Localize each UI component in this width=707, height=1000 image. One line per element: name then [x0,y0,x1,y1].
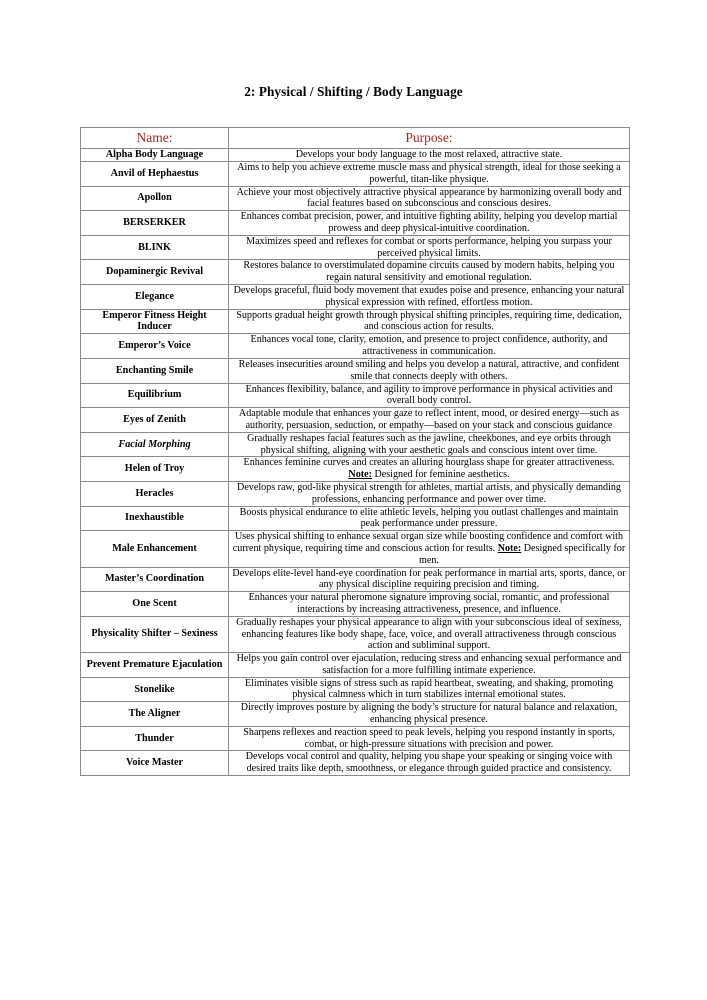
module-name-cell: Stonelike [81,677,229,702]
module-purpose-cell: Gradually reshapes your physical appearance to align with your subconscious ideal of sexiness, enhancing features like body shape, face, voice, and overall attractiveness through conscious action and subliminal support. [229,616,630,652]
table-row [81,186,630,211]
module-name-cell: Dopaminergic Revival [81,260,229,285]
module-name-cell: One Scent [81,592,229,617]
module-purpose-cell: Achieve your most objectively attractive physical appearance by harmonizing overall body and facial features based on subconscious and conscious desires. [229,186,630,211]
module-name-cell: Physicality Shifter – Sexiness [81,616,229,652]
table-row [81,149,630,162]
module-name-cell: Apollon [81,186,229,211]
module-purpose-cell [229,457,630,482]
table-row [81,235,630,260]
module-purpose-cell: Develops graceful, fluid body movement that exudes poise and presence, enhancing your natural physical expression with refined, effortless motion. [229,284,630,309]
module-name-cell: Male Enhancement [81,531,229,567]
table-row [81,284,630,309]
module-name-cell: BERSERKER [81,211,229,236]
column-header-purpose: Purpose: [229,128,630,149]
table-header-row [81,128,630,149]
table-row [81,383,630,408]
module-purpose-cell [229,531,630,567]
purpose-text: Uses physical shifting to enhance sexual organ size while boosting confidence and comfort with current physique, requiring time and conscious action for results. [232,531,624,554]
module-purpose-cell: Helps you gain control over ejaculation, reducing stress and enhancing sexual performance and satisfaction for a more fulfilling intimate experience. [229,653,630,678]
module-name-cell: Inexhaustible [81,506,229,531]
table-row [81,432,630,457]
module-purpose-cell: Gradually reshapes facial features such as the jawline, cheekbones, and eye orbits through physical shifting, aligning with your aesthetic goals and conscious intent over time. [229,432,630,457]
module-name-cell: Thunder [81,726,229,751]
module-name-cell: Facial Morphing [81,432,229,457]
module-name-cell: Anvil of Hephaestus [81,161,229,186]
table-row [81,358,630,383]
module-name-cell: Equilibrium [81,383,229,408]
module-name-cell: Helen of Troy [81,457,229,482]
table-row [81,309,630,334]
module-purpose-cell: Adaptable module that enhances your gaze to reflect intent, mood, or desired energy—such as authority, persuasion, seduction, or empathy—based on your stack and conscious guidance [229,408,630,433]
module-purpose-cell: Enhances combat precision, power, and intuitive fighting ability, helping you develop martial prowess and deep physical-intuitive coordination. [229,211,630,236]
module-purpose-cell: Develops vocal control and quality, helping you shape your speaking or singing voice with desired traits like depth, smoothness, or elegance through guided practice and consistency. [229,751,630,776]
module-name-cell: Prevent Premature Ejaculation [81,653,229,678]
module-purpose-cell: Supports gradual height growth through physical shifting principles, requiring time, dedication, and conscious action for results. [229,309,630,334]
table-row [81,408,630,433]
table-row [81,506,630,531]
module-purpose-cell: Directly improves posture by aligning the body’s structure for natural balance and relaxation, enhancing physical presence. [229,702,630,727]
module-purpose-cell: Enhances your natural pheromone signature improving social, romantic, and professional interactions by increasing attractiveness, presence, and influence. [229,592,630,617]
table-row [81,481,630,506]
table-row [81,677,630,702]
module-purpose-cell: Develops your body language to the most relaxed, attractive state. [229,149,630,162]
module-purpose-cell: Develops elite-level hand-eye coordination for peak performance in martial arts, sports, dance, or any physical discipline requiring precision and timing. [229,567,630,592]
table-row [81,592,630,617]
note-text: Designed for feminine aesthetics. [371,469,510,481]
module-name-cell: The Aligner [81,702,229,727]
table-row [81,616,630,652]
module-name-cell: Elegance [81,284,229,309]
table-row [81,334,630,359]
table-row [81,531,630,567]
module-purpose-cell: Maximizes speed and reflexes for combat or sports performance, helping you surpass your perceived physical limits. [229,235,630,260]
module-name-cell: Enchanting Smile [81,358,229,383]
table-row [81,260,630,285]
module-purpose-cell: Releases insecurities around smiling and helps you develop a natural, attractive, and confident smile that connects deeply with others. [229,358,630,383]
module-name-cell: Heracles [81,481,229,506]
module-name-cell: Master’s Coordination [81,567,229,592]
table-row [81,567,630,592]
note-text: Designed specifically for men. [419,542,626,566]
module-name-cell: Emperor Fitness Height Inducer [81,309,229,334]
note-label: Note: [348,469,372,481]
module-name-cell: Emperor’s Voice [81,334,229,359]
note-label: Note: [497,542,522,554]
modules-table [80,127,630,776]
module-purpose-cell: Enhances vocal tone, clarity, emotion, and presence to project confidence, authority, and attractiveness in communication. [229,334,630,359]
table-body [81,149,630,776]
table-row [81,726,630,751]
module-purpose-cell: Sharpens reflexes and reaction speed to peak levels, helping you respond instantly in sports, combat, or high-pressure situations with precision and power. [229,726,630,751]
table-row [81,161,630,186]
column-header-name: Name: [81,128,229,149]
table-row [81,457,630,482]
module-purpose-cell: Develops raw, god-like physical strength for athletes, martial artists, and physically demanding professions, enhancing performance and power over time. [229,481,630,506]
purpose-text: Enhances feminine curves and creates an alluring hourglass shape for greater attractiveness. [243,457,615,469]
table-header [81,128,630,149]
page-title: 2: Physical / Shifting / Body Language [244,84,463,99]
module-purpose-cell: Eliminates visible signs of stress such as rapid heartbeat, sweating, and shaking, promoting physical calmness which in turn stabilizes internal emotional states. [229,677,630,702]
module-name-cell: BLINK [81,235,229,260]
module-name-cell: Voice Master [81,751,229,776]
module-purpose-cell: Enhances flexibility, balance, and agility to improve performance in physical activities and overall body control. [229,383,630,408]
table-row [81,751,630,776]
module-name-cell: Alpha Body Language [81,149,229,162]
module-name-cell: Eyes of Zenith [81,408,229,433]
table-row [81,211,630,236]
table-row [81,653,630,678]
module-purpose-cell: Aims to help you achieve extreme muscle mass and physical strength, ideal for those seeking a powerful, titan-like physique. [229,161,630,186]
modules-table-container [80,127,629,776]
module-purpose-cell: Restores balance to overstimulated dopamine circuits caused by modern habits, helping you regain natural sensitivity and emotional regulation. [229,260,630,285]
module-purpose-cell: Boosts physical endurance to elite athletic levels, helping you outlast challenges and maintain peak performance under pressure. [229,506,630,531]
table-row [81,702,630,727]
